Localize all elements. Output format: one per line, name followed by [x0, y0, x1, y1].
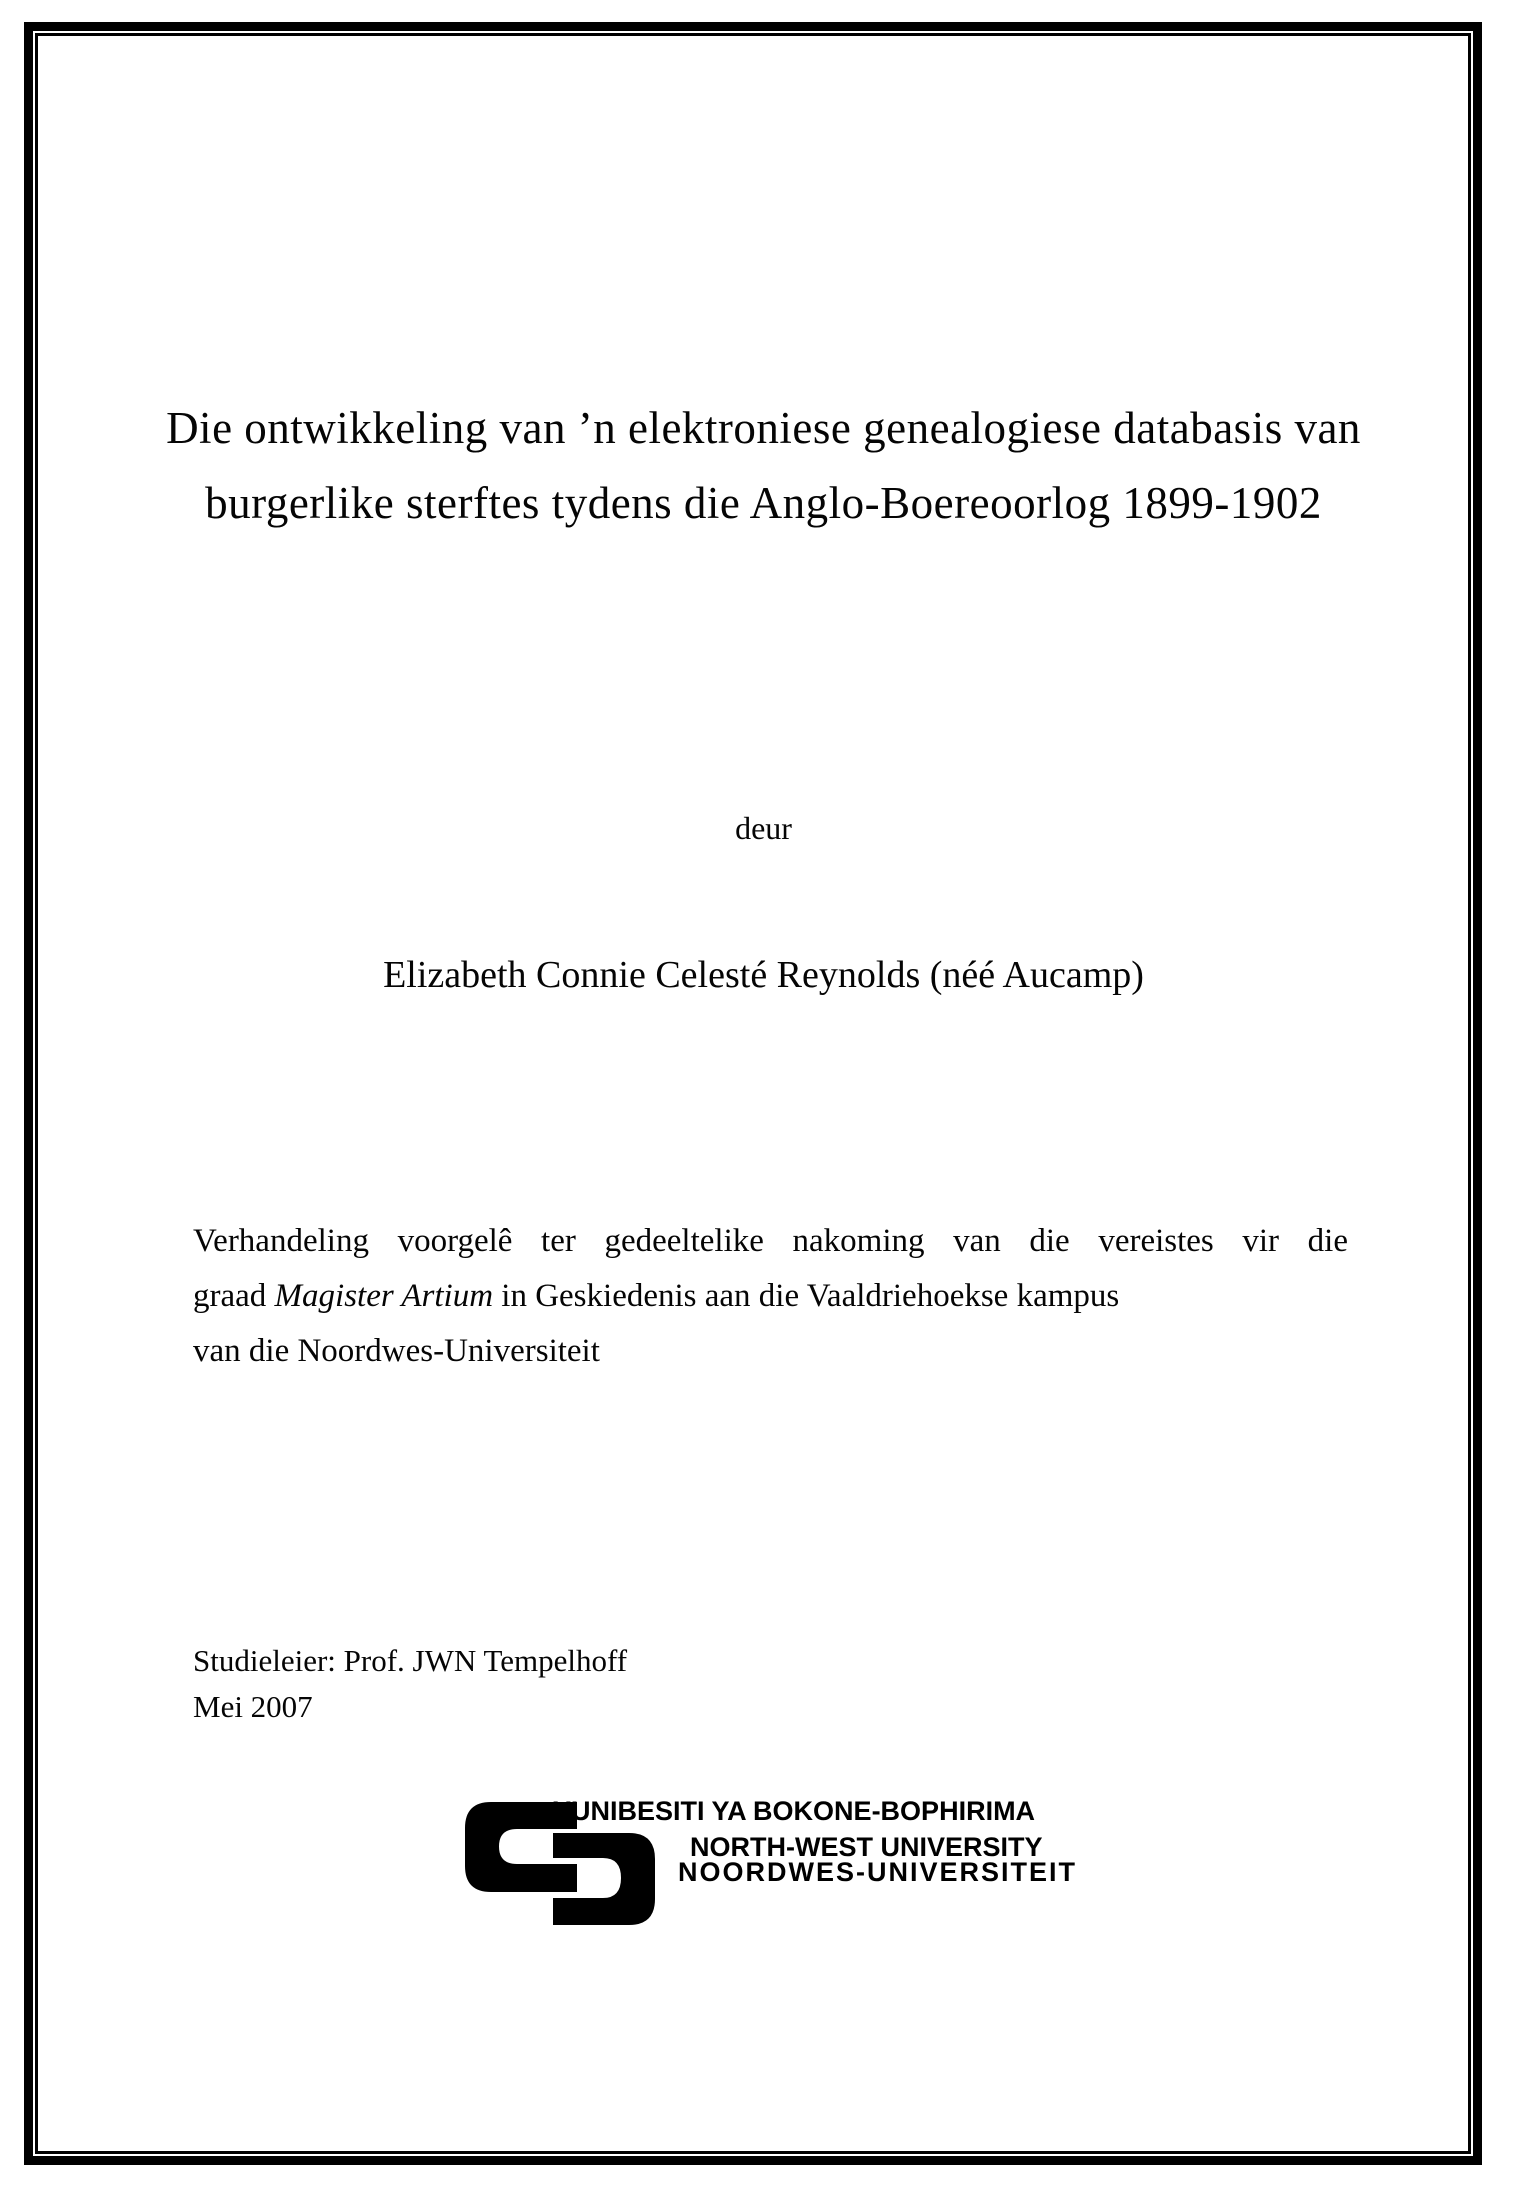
statement-line-2-degree-name: Magister Artium: [274, 1278, 494, 1314]
supervisor-block: [193, 1638, 1093, 1730]
title-line-2: burgerlike sterftes tydens die Anglo-Boereoorlog 1899-1902: [205, 478, 1322, 528]
statement-line-2: [193, 1269, 1348, 1324]
statement-line-2-prefix: graad: [193, 1278, 275, 1314]
title-line-1: Die ontwikkeling van ’n elektroniese genealogiese databasis van: [166, 403, 1361, 453]
supervisor-line: Studieleier: Prof. JWN Tempelhoff: [193, 1643, 628, 1678]
logo-text-line-2: NORTH-WEST UNIVERSITY: [690, 1832, 1043, 1862]
statement-line-3: van die Noordwes-Universiteit: [193, 1333, 600, 1369]
logo-text-line-1: YUNIBESITI YA BOKONE-BOPHIRIMA: [553, 1796, 1036, 1826]
statement-line-1: Verhandeling voorgelê ter gedeeltelike nakoming van die vereistes vir die: [193, 1223, 1348, 1259]
date-line: Mei 2007: [193, 1689, 313, 1724]
thesis-title: [40, 391, 1487, 541]
statement-line-2-suffix: in Geskiedenis aan die Vaaldriehoekse kampus: [493, 1278, 1120, 1314]
author-name: Elizabeth Connie Celesté Reynolds (néé Aucamp): [383, 954, 1144, 996]
logo-text-line-3: NOORDWES-UNIVERSITEIT: [678, 1857, 1078, 1887]
thesis-statement: [193, 1214, 1348, 1379]
byline-deur: deur: [735, 810, 792, 846]
